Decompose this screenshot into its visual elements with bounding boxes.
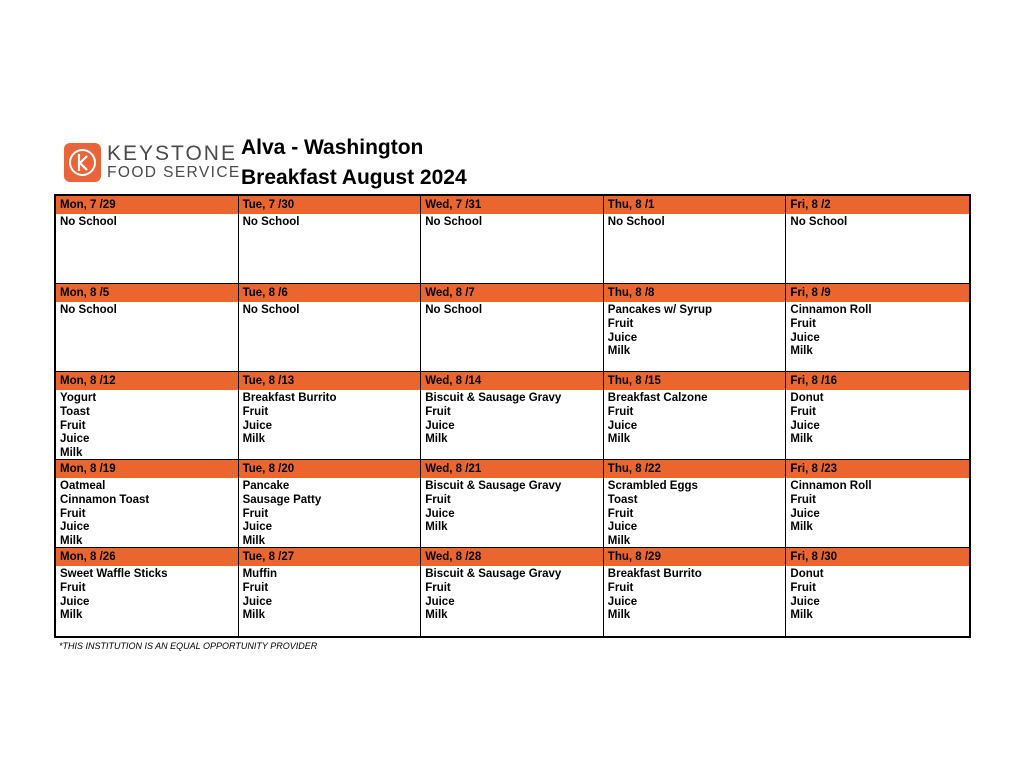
menu-item: Fruit <box>60 581 86 594</box>
menu-items-list <box>604 302 786 359</box>
day-cell <box>239 460 422 548</box>
day-cell <box>56 284 239 372</box>
day-date-header: Tue, 8 /6 <box>239 284 421 302</box>
menu-item: Milk <box>425 609 448 622</box>
menu-items-list <box>239 302 421 318</box>
menu-item: Milk <box>607 535 631 548</box>
menu-item: Cinnamon Toast <box>60 493 150 506</box>
menu-item: Milk <box>425 433 448 446</box>
keystone-k-icon <box>64 143 101 182</box>
menu-item: Fruit <box>607 317 634 330</box>
footnote: *THIS INSTITUTION IS AN EQUAL OPPORTUNITY PROVIDER <box>59 641 318 651</box>
menu-items-list <box>239 214 421 230</box>
menu-item: Fruit <box>790 405 816 418</box>
menu-item: Breakfast Burrito <box>607 568 702 580</box>
day-date-header: Thu, 8 /8 <box>604 284 786 302</box>
menu-items-list <box>239 478 421 548</box>
day-cell <box>239 196 422 284</box>
menu-calendar-grid <box>54 194 971 638</box>
day-cell <box>56 460 239 548</box>
menu-item: Juice <box>790 331 820 344</box>
menu-item: Fruit <box>242 507 269 520</box>
menu-items-list <box>421 390 603 447</box>
day-date-header: Wed, 8 /21 <box>421 460 603 478</box>
day-cell <box>786 460 969 548</box>
menu-items-list <box>56 214 238 230</box>
day-date-header: Tue, 8 /20 <box>239 460 421 478</box>
day-cell <box>239 372 422 460</box>
menu-item: Scrambled Eggs <box>607 480 698 492</box>
menu-items-list <box>604 566 786 623</box>
day-date-header: Mon, 7 /29 <box>56 196 238 214</box>
day-date-header: Tue, 8 /13 <box>239 372 421 390</box>
menu-item: Pancakes w/ Syrup <box>607 304 712 316</box>
menu-items-list <box>421 478 603 535</box>
menu-item: Fruit <box>242 405 269 418</box>
menu-item: Milk <box>242 535 265 548</box>
menu-items-list <box>786 478 969 535</box>
menu-item: No School <box>607 216 665 228</box>
day-date-header: Mon, 8 /5 <box>56 284 238 302</box>
day-cell <box>421 548 604 636</box>
day-cell <box>604 196 787 284</box>
day-date-header: Mon, 8 /19 <box>56 460 238 478</box>
menu-items-list <box>421 214 603 230</box>
menu-item: Milk <box>790 609 813 622</box>
menu-item: Fruit <box>790 317 816 330</box>
day-cell <box>421 372 604 460</box>
day-cell <box>56 548 239 636</box>
menu-item: Muffin <box>242 568 278 580</box>
menu-item: Milk <box>790 345 813 358</box>
day-date-header: Mon, 8 /12 <box>56 372 238 390</box>
day-date-header: Tue, 7 /30 <box>239 196 421 214</box>
menu-items-list <box>786 566 969 623</box>
menu-item: Fruit <box>607 581 634 594</box>
logo-subtitle: FOOD SERVICE <box>107 164 241 181</box>
menu-item: Pancake <box>242 480 290 492</box>
menu-items-list <box>421 566 603 623</box>
day-cell <box>56 196 239 284</box>
menu-item: Oatmeal <box>60 480 106 492</box>
day-date-header: Wed, 8 /28 <box>421 548 603 566</box>
menu-item: Milk <box>60 609 83 622</box>
menu-item: Yogurt <box>60 392 97 404</box>
menu-item: Milk <box>60 447 83 460</box>
menu-item: Juice <box>607 419 638 432</box>
day-cell <box>604 372 787 460</box>
menu-item: Fruit <box>242 581 269 594</box>
day-cell <box>421 284 604 372</box>
menu-item: Toast <box>607 493 638 506</box>
day-date-header: Wed, 8 /7 <box>421 284 603 302</box>
menu-item: Juice <box>242 595 273 608</box>
keystone-logo <box>64 142 241 185</box>
menu-item: Juice <box>242 419 273 432</box>
day-cell <box>421 196 604 284</box>
menu-item: Fruit <box>607 405 634 418</box>
menu-items-list <box>421 302 603 318</box>
menu-item: Breakfast Burrito <box>242 392 337 404</box>
menu-item: No School <box>790 216 848 228</box>
day-date-header: Fri, 8 /23 <box>786 460 969 478</box>
menu-item: Breakfast Calzone <box>607 392 708 404</box>
menu-item: Biscuit & Sausage Gravy <box>425 568 562 580</box>
menu-item: Fruit <box>60 507 86 520</box>
menu-item: Fruit <box>60 419 86 432</box>
menu-items-list <box>56 390 238 460</box>
menu-items-list <box>56 478 238 548</box>
logo-name: KEYSTONE <box>107 142 237 165</box>
menu-item: Juice <box>60 595 90 608</box>
menu-item: Milk <box>607 345 631 358</box>
menu-item: Juice <box>790 419 820 432</box>
day-date-header: Tue, 8 /27 <box>239 548 421 566</box>
menu-item: No School <box>242 304 300 316</box>
menu-item: Juice <box>425 595 455 608</box>
menu-item: Cinnamon Roll <box>790 480 872 492</box>
menu-item: Sweet Waffle Sticks <box>60 568 168 580</box>
menu-item: Fruit <box>425 581 451 594</box>
day-cell <box>239 284 422 372</box>
day-cell <box>421 460 604 548</box>
menu-item: Juice <box>607 595 638 608</box>
menu-item: Juice <box>242 521 273 534</box>
menu-item: Juice <box>425 419 455 432</box>
menu-item: Fruit <box>425 493 451 506</box>
menu-items-list <box>56 566 238 623</box>
menu-item: Biscuit & Sausage Gravy <box>425 392 562 404</box>
day-cell <box>786 196 969 284</box>
menu-item: Fruit <box>607 507 634 520</box>
menu-items-list <box>786 214 969 230</box>
menu-item: Juice <box>425 507 455 520</box>
day-date-header: Wed, 7 /31 <box>421 196 603 214</box>
day-cell <box>786 548 969 636</box>
menu-items-list <box>239 390 421 447</box>
menu-item: No School <box>242 216 300 228</box>
menu-item: Donut <box>790 568 824 580</box>
menu-item: No School <box>60 216 117 228</box>
menu-item: Milk <box>242 433 265 446</box>
menu-item: Juice <box>790 595 820 608</box>
menu-item: Juice <box>60 433 90 446</box>
menu-item: No School <box>425 216 483 228</box>
menu-item: No School <box>425 304 483 316</box>
menu-item: Cinnamon Roll <box>790 304 872 316</box>
menu-items-list <box>604 390 786 447</box>
day-date-header: Fri, 8 /30 <box>786 548 969 566</box>
day-cell <box>786 372 969 460</box>
day-cell <box>786 284 969 372</box>
menu-item: Juice <box>60 521 90 534</box>
day-date-header: Fri, 8 /16 <box>786 372 969 390</box>
menu-item: Milk <box>790 521 813 534</box>
menu-item: Juice <box>607 521 638 534</box>
day-cell <box>239 548 422 636</box>
day-cell <box>604 284 787 372</box>
menu-item: Sausage Patty <box>242 493 322 506</box>
menu-title: Breakfast August 2024 <box>241 166 467 189</box>
day-date-header: Thu, 8 /22 <box>604 460 786 478</box>
day-date-header: Wed, 8 /14 <box>421 372 603 390</box>
menu-item: Donut <box>790 392 824 404</box>
menu-item: No School <box>60 304 117 316</box>
menu-item: Milk <box>607 433 631 446</box>
menu-item: Milk <box>607 609 631 622</box>
menu-item: Fruit <box>790 493 816 506</box>
day-date-header: Thu, 8 /15 <box>604 372 786 390</box>
day-date-header: Fri, 8 /9 <box>786 284 969 302</box>
menu-item: Juice <box>790 507 820 520</box>
menu-item: Fruit <box>425 405 451 418</box>
location-title: Alva - Washington <box>241 136 424 159</box>
day-date-header: Thu, 8 /1 <box>604 196 786 214</box>
menu-item: Milk <box>60 535 83 548</box>
menu-items-list <box>786 302 969 359</box>
day-date-header: Mon, 8 /26 <box>56 548 238 566</box>
day-cell <box>604 548 787 636</box>
day-cell <box>56 372 239 460</box>
menu-item: Milk <box>242 609 265 622</box>
day-date-header: Thu, 8 /29 <box>604 548 786 566</box>
menu-item: Juice <box>607 331 638 344</box>
menu-item: Fruit <box>790 581 816 594</box>
menu-item: Milk <box>790 433 813 446</box>
menu-item: Biscuit & Sausage Gravy <box>425 480 562 492</box>
menu-item: Milk <box>425 521 448 534</box>
menu-items-list <box>786 390 969 447</box>
day-cell <box>604 460 787 548</box>
menu-items-list <box>239 566 421 623</box>
menu-item: Toast <box>60 405 90 418</box>
menu-items-list <box>604 478 786 548</box>
menu-items-list <box>56 302 238 318</box>
menu-items-list <box>604 214 786 230</box>
day-date-header: Fri, 8 /2 <box>786 196 969 214</box>
